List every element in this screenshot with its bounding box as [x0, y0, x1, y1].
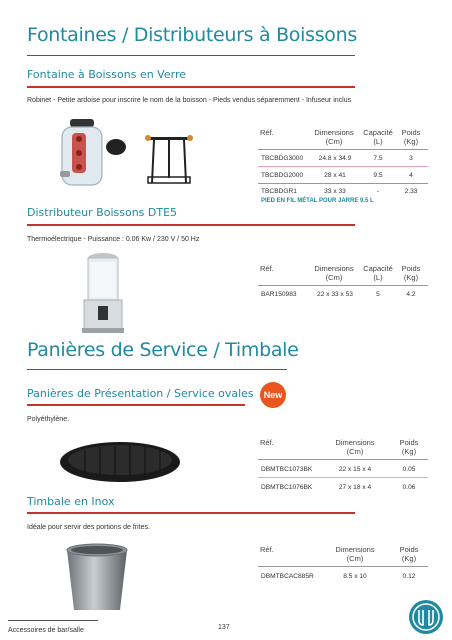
col-header-poids: Poids (Kg)	[399, 545, 419, 563]
cell-dimensions: 22 x 15 x 4	[338, 466, 372, 473]
cell-poids: 0.12	[402, 573, 416, 580]
product-image-timbale	[62, 542, 132, 614]
cell-dimensions: 27 x 18 x 4	[338, 484, 372, 491]
col-header-ref: Réf.	[260, 264, 274, 273]
cell-ref: DBMTBCAC885R	[261, 573, 314, 580]
footer-divider	[8, 620, 98, 621]
subsection-title-panieres: Panières de Présentation / Service ovales	[27, 387, 254, 400]
subsection-divider	[27, 224, 355, 226]
col-header-poids: Poids (Kg)	[399, 438, 419, 456]
logo-mark	[408, 598, 444, 636]
footer-category: Accessoires de bar/salle	[8, 627, 84, 634]
product-image-fontaine-verre	[58, 113, 198, 198]
col-header-dimensions: Dimensions (Cm)	[314, 128, 354, 146]
subsection-title-timbale: Timbale en Inox	[27, 495, 115, 508]
table-row	[258, 460, 428, 476]
table-row	[258, 184, 428, 198]
paniere-illustration	[55, 436, 185, 486]
product-description: Thermoélectrique - Puissance : 0.06 Kw / 230 V / 50 Hz	[27, 236, 200, 243]
subsection-divider	[27, 512, 355, 514]
cell-dimensions: 33 x 33	[324, 188, 346, 195]
subsection-title-fontaine-verre: Fontaine à Boissons en Verre	[27, 68, 186, 81]
cell-poids: 0.06	[402, 484, 416, 491]
brand-logo-icon	[408, 598, 444, 636]
col-header-poids: Poids (Kg)	[401, 264, 421, 282]
cell-dimensions: 22 x 33 x 53	[317, 291, 353, 298]
col-header-ref: Réf.	[260, 128, 274, 137]
cell-ref: TBCBDG3000	[261, 155, 304, 162]
section-divider	[27, 369, 287, 370]
cell-poids: 4.2	[406, 291, 416, 298]
cell-ref: BAR150983	[261, 291, 297, 298]
fontaine-illustration	[58, 113, 198, 198]
cell-capacite: 9.5	[373, 172, 383, 179]
col-header-capacite: Capacité (L)	[363, 128, 393, 146]
col-header-ref: Réf.	[260, 438, 274, 447]
section-divider	[27, 55, 355, 56]
cell-poids: 4	[409, 172, 413, 179]
col-header-ref: Réf.	[260, 545, 274, 554]
col-header-dimensions: Dimensions (Cm)	[335, 438, 375, 456]
cell-poids: 2.33	[404, 188, 418, 195]
cell-capacite: 5	[376, 291, 380, 298]
product-image-paniere	[55, 436, 185, 486]
cell-capacite: 7.5	[373, 155, 383, 162]
product-note: PIED EN FIL MÉTAL POUR JARRE 9.5 L	[261, 198, 374, 204]
distributeur-illustration	[78, 250, 128, 335]
cell-ref: DBMTBC1073BK	[261, 466, 313, 473]
col-header-capacite: Capacité (L)	[363, 264, 393, 282]
cell-poids: 3	[409, 155, 413, 162]
table-row	[258, 167, 428, 183]
cell-dimensions: 8.5 x 10	[343, 573, 367, 580]
product-description: Polyéthylène.	[27, 416, 70, 423]
product-description: Robinet - Petite ardoise pour inscrire le nom de la boisson - Pieds vendus séparemment - Infuseur inclus	[27, 97, 352, 104]
timbale-illustration	[62, 542, 132, 614]
cell-dimensions: 24.8 x 34.9	[318, 155, 352, 162]
section-title-panieres: Panières de Service / Timbale	[27, 339, 299, 361]
product-description: Idéale pour servir des portions de frites.	[27, 524, 150, 531]
table-row	[258, 478, 428, 494]
col-header-poids: Poids (Kg)	[401, 128, 421, 146]
cell-dimensions: 28 x 41	[324, 172, 346, 179]
cell-capacite: -	[376, 188, 380, 195]
col-header-dimensions: Dimensions (Cm)	[335, 545, 375, 563]
cell-poids: 0.05	[402, 466, 416, 473]
subsection-title-distributeur: Distributeur Boissons DTE5	[27, 206, 178, 219]
section-title-fontaines: Fontaines / Distributeurs à Boissons	[27, 24, 357, 46]
new-badge: New	[260, 382, 286, 408]
cell-ref: DBMTBC1076BK	[261, 484, 313, 491]
product-image-distributeur	[78, 250, 128, 335]
table-row	[258, 567, 428, 583]
subsection-divider	[27, 404, 245, 406]
table-row	[258, 150, 428, 166]
subsection-divider	[27, 86, 355, 88]
col-header-dimensions: Dimensions (Cm)	[314, 264, 354, 282]
table-row	[258, 286, 428, 302]
cell-ref: TBCBDG2000	[261, 172, 304, 179]
page-number: 137	[218, 624, 230, 631]
cell-ref: TBCBDGR1	[261, 188, 297, 195]
